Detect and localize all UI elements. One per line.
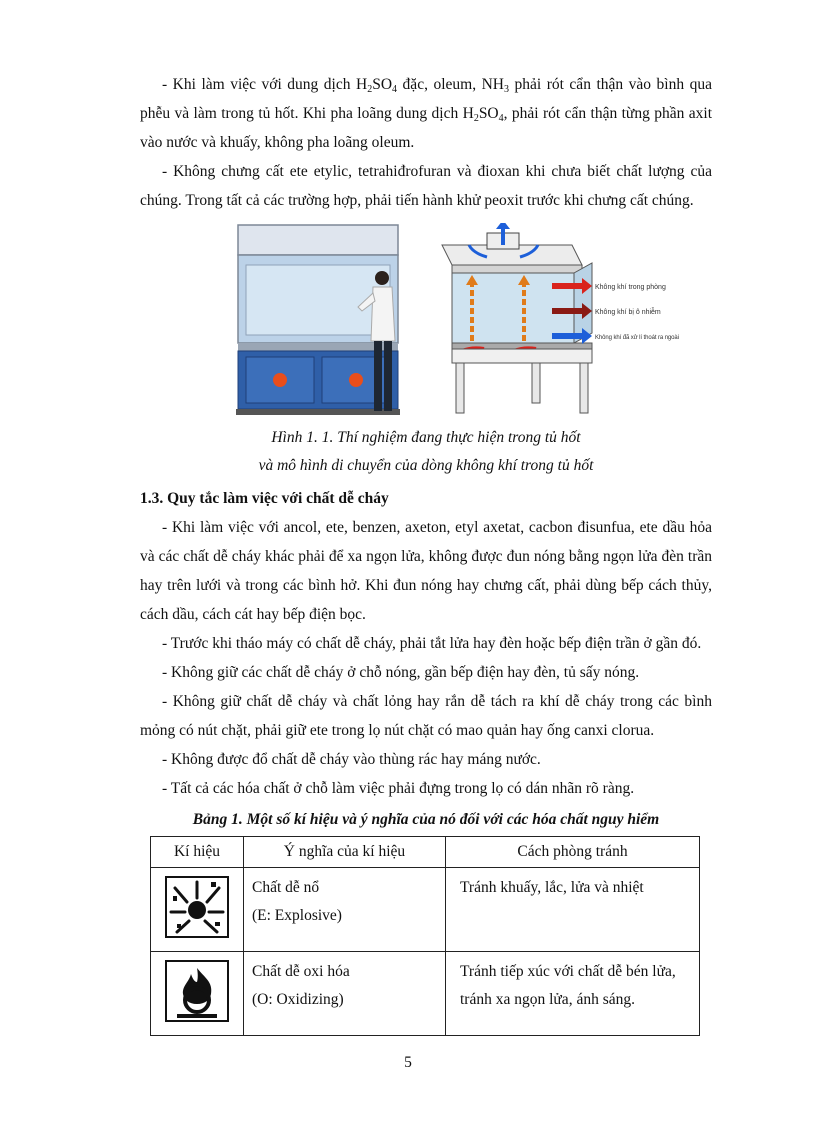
figure-fume-hood: [140, 223, 712, 423]
meaning-cell: [244, 868, 446, 952]
fume-hood-photo: [232, 223, 432, 418]
figure-caption-line-1: Hình 1. 1. Thí nghiệm đang thực hiện trong tủ hốt: [271, 429, 581, 446]
paragraph-ether-distillation: - Không chưng cất ete etylic, tetrahiđrofuran và đioxan khi chưa biết chất lượng của chúng. Trong tất cả các trường hợp, phải tiến hành khử peoxit trước khi chưng cất chúng.: [140, 163, 712, 209]
table-row: [151, 952, 700, 1036]
meaning-text: Chất dễ nổ: [252, 879, 320, 896]
rule-item: - Không giữ các chất dễ cháy ở chỗ nóng, gần bếp điện hay đèn, tủ sấy nóng.: [162, 664, 640, 681]
airflow-diagram: [432, 223, 682, 423]
rule-item: - Trước khi tháo máy có chất dễ cháy, phải tắt lửa hay đèn hoặc bếp điện trần ở gần đó.: [162, 635, 702, 652]
explosive-icon: [165, 876, 229, 938]
figure-caption-line-2: và mô hình di chuyển của dòng không khí trong tủ hốt: [258, 457, 594, 474]
header-avoidance: Cách phòng tránh: [446, 837, 700, 868]
legend-treated-air: Không khí đã xử lí thoát ra ngoài: [595, 335, 679, 341]
rule-item: - Tất cả các hóa chất ở chỗ làm việc phải đựng trong lọ có dán nhãn rõ ràng.: [162, 780, 635, 797]
header-symbol: Kí hiệu: [151, 837, 244, 868]
document-page: [140, 70, 712, 1036]
table-caption: Bảng 1. Một số kí hiệu và ý nghĩa của nó đối với các hóa chất nguy hiểm: [192, 811, 660, 828]
rule-item: - Không giữ chất dễ cháy và chất lỏng hay rắn dễ tách ra khí dễ cháy trong các bình mỏng có nút chặt, phải giữ ete trong lọ nút chặt có mao quản hay ống canxi clorua.: [140, 693, 712, 739]
oxidizing-icon: [165, 960, 229, 1022]
table-header-row: [151, 837, 700, 868]
meaning-cell: [244, 952, 446, 1036]
rule-item: - Không được đổ chất dễ cháy vào thùng rác hay máng nước.: [162, 751, 541, 768]
legend-polluted-air: Không khí bị ô nhiễm: [595, 309, 661, 316]
page-number: 5: [404, 1054, 412, 1071]
rule-item: - Khi làm việc với ancol, ete, benzen, axeton, etyl axetat, cacbon đisunfua, ete dầu hỏa và các chất dễ cháy khác phải để xa ngọn lửa, không được đun nóng bằng ngọn lửa đèn trần hay trên lưới và trong các bình hở. Khi đun nóng hay chưng cất, phải dùng bếp cách thủy, cách dầu, cách cát hay bếp điện bọc.: [140, 519, 712, 623]
paragraph-acid-handling: - Khi làm việc với dung dịch $H_2SO_4$ đặc, oleum, $NH_3$ phải rót cẩn thận vào bình qua phễu và làm trong tủ hốt. Khi pha loãng dung dịch $H_2SO_4$, phải rót cẩn thận từng phần axit vào nước và khuấy, không pha loãng oleum.: [140, 76, 713, 151]
header-meaning: Ý nghĩa của kí hiệu: [244, 837, 446, 868]
section-heading: 1.3. Quy tắc làm việc với chất dễ cháy: [140, 490, 389, 507]
meaning-code: (O: Oxidizing): [252, 991, 344, 1008]
hazard-symbol-table: [150, 836, 700, 1036]
avoidance-cell: Tránh khuấy, lắc, lửa và nhiệt: [446, 868, 700, 952]
table-row: [151, 868, 700, 952]
meaning-text: Chất dễ oxi hóa: [252, 963, 350, 980]
meaning-code: (E: Explosive): [252, 907, 342, 924]
symbol-cell: [151, 952, 244, 1036]
symbol-cell: [151, 868, 244, 952]
avoidance-cell: Tránh tiếp xúc với chất dễ bén lửa, tránh xa ngọn lửa, ánh sáng.: [446, 952, 700, 1036]
legend-room-air: Không khí trong phòng: [595, 284, 666, 291]
